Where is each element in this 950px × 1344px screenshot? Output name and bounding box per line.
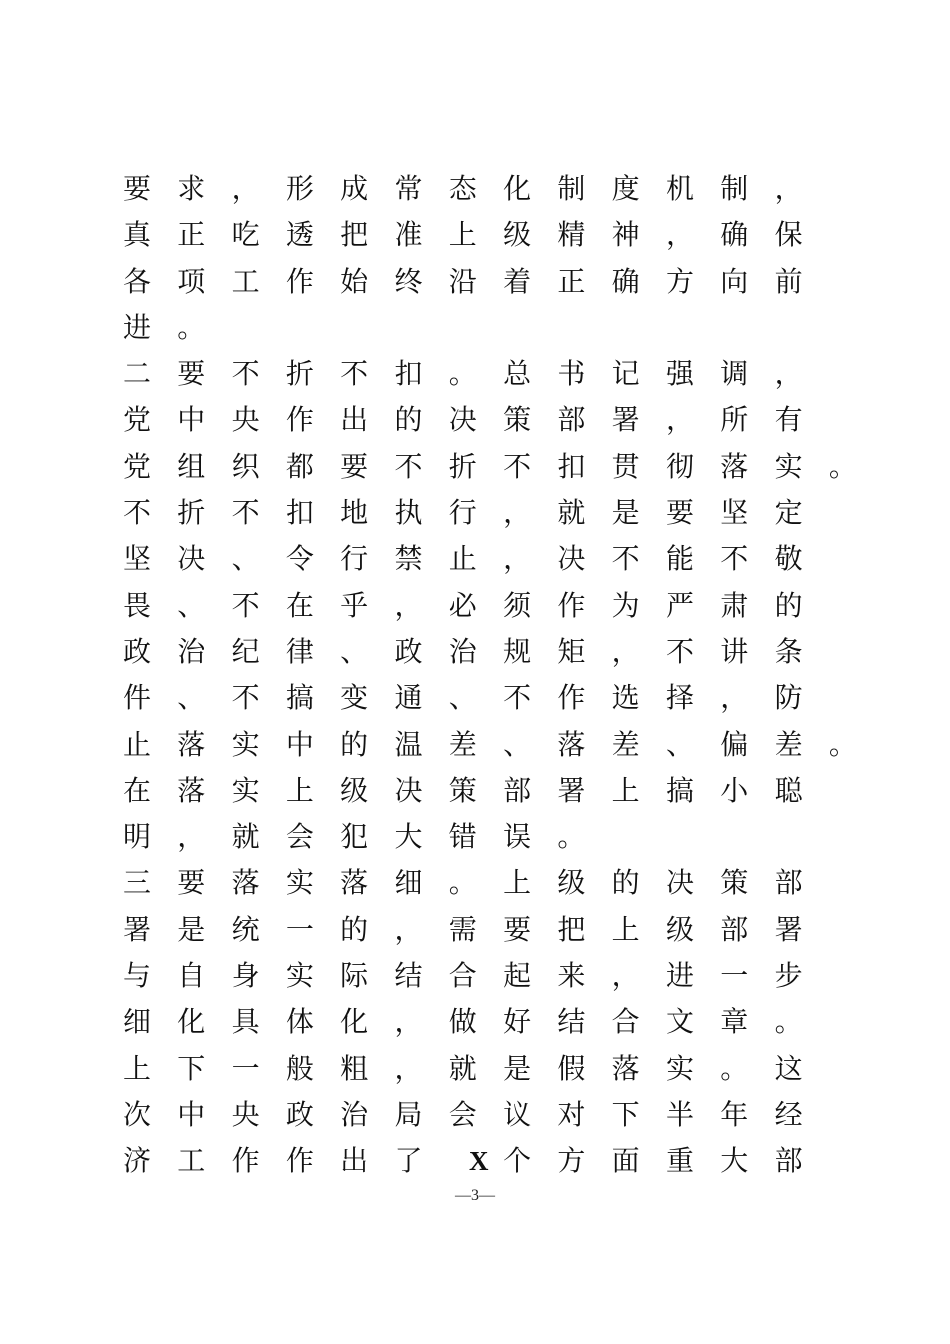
text-char: 误 [503,820,532,854]
text-char: 制 [720,172,749,205]
text-char: 记 [611,357,640,391]
text-line [0,1092,950,1138]
text-char: 假 [557,1051,586,1085]
text-char: 形 [285,172,314,205]
text-char: 半 [665,1097,694,1131]
text-char: ， [394,588,423,622]
text-char: 搞 [665,773,694,807]
text-char: 级 [557,866,586,900]
text-char: 党 [122,403,151,437]
text-char: 治 [448,634,477,668]
text-char: 要 [122,172,151,205]
text-char: 落 [340,866,369,900]
text-char: 局 [394,1097,423,1131]
text-char: 防 [774,681,803,715]
text-char: 实 [285,959,314,993]
text-char: 差 [611,727,640,761]
text-char: 禁 [394,542,423,576]
text-char: 保 [774,218,803,252]
text-char: 化 [340,1005,369,1039]
text-char: 。 [774,1005,803,1039]
text-char: 决 [665,866,694,900]
text-char: 是 [177,912,206,946]
text-char: 好 [503,1005,532,1039]
text-char: 要 [177,357,206,391]
text-char: ， [665,218,694,252]
text-char: 重 [665,1144,694,1178]
text-char: 会 [285,820,314,854]
text-char: 态 [448,172,477,205]
text-line [0,583,950,629]
text-char: 条 [774,634,803,668]
text-char: 结 [394,959,423,993]
text-char: 进 [122,310,151,344]
text-char: 准 [394,218,423,252]
text-char: 化 [503,172,532,205]
text-char: 上 [122,1051,151,1085]
text-char: 通 [394,681,423,715]
text-char: 大 [394,820,423,854]
text-char: 把 [340,218,369,252]
text-char: 真 [122,218,151,252]
text-char: 策 [503,403,532,437]
text-char: 身 [231,959,260,993]
text-char: 细 [122,1005,151,1039]
text-char: 。 [448,866,477,900]
text-char: 议 [503,1097,532,1131]
text-char: 机 [665,172,694,205]
text-char: 般 [285,1051,314,1085]
text-char: 坚 [720,496,749,530]
text-char: 透 [285,218,314,252]
text-char: 署 [122,912,151,946]
text-char: 行 [448,496,477,530]
text-char: 不 [503,681,532,715]
text-char: 出 [340,1144,369,1178]
text-line [0,490,950,536]
text-char: 不 [231,496,260,530]
text-char: 彻 [665,449,694,483]
text-char: 的 [611,866,640,900]
text-char: 。 [828,727,857,761]
text-char: 、 [177,588,206,622]
text-char: 对 [557,1097,586,1131]
text-char: 神 [611,218,640,252]
text-line [0,629,950,675]
text-char: 不 [340,357,369,391]
text-line [0,953,950,999]
text-char: 上 [503,866,532,900]
text-char: 方 [557,1144,586,1178]
text-char: 扣 [394,357,423,391]
text-char: 治 [177,634,206,668]
text-char: 的 [340,727,369,761]
text-char: 确 [611,264,640,298]
text-line [0,999,950,1045]
text-char: ， [503,542,532,576]
text-char: 书 [557,357,586,391]
text-char: 作 [557,681,586,715]
text-char: 下 [611,1097,640,1131]
text-char: 强 [665,357,694,391]
text-line [0,166,950,212]
text-char: 会 [448,1097,477,1131]
text-char: 律 [285,634,314,668]
text-char: 决 [177,542,206,576]
text-char: 出 [340,403,369,437]
text-char: 与 [122,959,151,993]
text-char: 有 [774,403,803,437]
text-char: 三 [122,866,151,900]
text-char: 上 [611,912,640,946]
text-char: 、 [448,681,477,715]
text-char: 起 [503,959,532,993]
text-char: 制 [557,172,586,205]
text-char: 就 [557,496,586,530]
text-char: 吃 [231,218,260,252]
text-char: 择 [665,681,694,715]
text-char: 偏 [720,727,749,761]
text-char: 向 [720,264,749,298]
text-char: 不 [503,449,532,483]
text-char: 。 [557,820,586,854]
text-char: 精 [557,218,586,252]
text-char: 聪 [774,773,803,807]
text-line [0,814,950,860]
text-char: 步 [774,959,803,993]
page-number: —3— [455,1187,495,1204]
text-line [0,768,950,814]
text-char: ， [503,496,532,530]
text-char: 就 [231,820,260,854]
text-char: 政 [285,1097,314,1131]
text-char: 实 [231,773,260,807]
text-line [0,351,950,397]
text-char: 落 [231,866,260,900]
text-char: 实 [665,1051,694,1085]
text-line [0,444,950,490]
text-char: 实 [774,449,803,483]
text-char: 各 [122,264,151,298]
text-char: 经 [774,1097,803,1131]
text-char: 在 [122,773,151,807]
text-char: 署 [611,403,640,437]
text-char: 不 [231,357,260,391]
text-char: 工 [177,1144,206,1178]
text-char: ， [611,634,640,668]
text-char: 组 [177,449,206,483]
text-char: 次 [122,1097,151,1131]
text-char: 要 [503,912,532,946]
text-char: 作 [231,1144,260,1178]
text-char: 落 [177,773,206,807]
text-char: 成 [340,172,369,205]
text-char: 落 [177,727,206,761]
text-char: ， [665,403,694,437]
text-char: ， [394,912,423,946]
text-char: 矩 [557,634,586,668]
text-char: 不 [394,449,423,483]
text-char: 自 [177,959,206,993]
text-char: 不 [720,542,749,576]
text-char: 章 [720,1005,749,1039]
text-char: 上 [285,773,314,807]
text-char: 细 [394,866,423,900]
text-char: 策 [720,866,749,900]
text-char: 度 [611,172,640,205]
text-char: 。 [828,449,857,483]
text-char: 方 [665,264,694,298]
text-char: 确 [720,218,749,252]
text-char: 扣 [285,496,314,530]
text-char: 治 [340,1097,369,1131]
text-char: 温 [394,727,423,761]
text-char: 定 [774,496,803,530]
text-char: 实 [231,727,260,761]
text-char: 正 [557,264,586,298]
text-char: 为 [611,588,640,622]
text-char: 统 [231,912,260,946]
text-char: 部 [774,866,803,900]
text-char: 搞 [285,681,314,715]
text-line [0,397,950,443]
text-line [0,1138,950,1184]
text-char: 作 [285,403,314,437]
text-char: 令 [285,542,314,576]
text-char: 济 [122,1144,151,1178]
text-char: 求 [177,172,206,205]
text-char: 、 [231,542,260,576]
text-char: 止 [448,542,477,576]
text-char: 二 [122,357,151,391]
text-char: 部 [557,403,586,437]
body-text [0,166,950,1185]
text-char: 始 [340,264,369,298]
text-char: 结 [557,1005,586,1039]
text-char: 小 [720,773,749,807]
text-char: 织 [231,449,260,483]
text-char: 差 [774,727,803,761]
text-char: 级 [503,218,532,252]
text-char: 实 [285,866,314,900]
text-char: 正 [177,218,206,252]
text-char: 、 [503,727,532,761]
text-char: 落 [557,727,586,761]
text-char: 在 [285,588,314,622]
text-char: 、 [340,634,369,668]
text-char: 要 [340,449,369,483]
text-char: 落 [720,449,749,483]
text-char: 总 [503,357,532,391]
text-line [0,1046,950,1092]
text-line [0,212,950,258]
text-char: 上 [611,773,640,807]
text-char: 央 [231,1097,260,1131]
text-char: 错 [448,820,477,854]
text-char: 要 [177,866,206,900]
text-char: 中 [177,403,206,437]
text-char: 就 [448,1051,477,1085]
text-char: 下 [177,1051,206,1085]
text-char: 严 [665,588,694,622]
text-char: 须 [503,588,532,622]
text-char: 合 [448,959,477,993]
text-char: 大 [720,1144,749,1178]
text-char: 政 [122,634,151,668]
text-char: 部 [720,912,749,946]
text-char: 落 [611,1051,640,1085]
text-char: 是 [611,496,640,530]
text-char: 决 [557,542,586,576]
text-char: 工 [231,264,260,298]
text-char: 化 [177,1005,206,1039]
text-char: 来 [557,959,586,993]
text-char: 折 [285,357,314,391]
text-char: 部 [774,1144,803,1178]
text-char: 着 [503,264,532,298]
text-char: 的 [774,588,803,622]
text-line [0,722,950,768]
text-char: 需 [448,912,477,946]
text-char: 常 [394,172,423,205]
text-char: 。 [448,357,477,391]
text-char: 必 [448,588,477,622]
text-char: 不 [231,588,260,622]
text-char: 扣 [557,449,586,483]
text-char: 纪 [231,634,260,668]
text-char: 了 [394,1144,423,1178]
text-char: 署 [774,912,803,946]
text-char: 畏 [122,588,151,622]
text-char: 进 [665,959,694,993]
text-char: 、 [665,727,694,761]
text-char: 折 [448,449,477,483]
text-char: 。 [177,310,206,344]
text-char: 际 [340,959,369,993]
text-char: X [469,1146,489,1177]
text-char: 止 [122,727,151,761]
text-char: 把 [557,912,586,946]
text-char: 规 [503,634,532,668]
text-char: 要 [665,496,694,530]
text-char: ， [774,357,803,391]
text-char: 坚 [122,542,151,576]
text-char: 中 [285,727,314,761]
text-char: 中 [177,1097,206,1131]
text-char: 乎 [340,588,369,622]
text-char: 肃 [720,588,749,622]
text-char: 具 [231,1005,260,1039]
text-char: 粗 [340,1051,369,1085]
text-char: 的 [394,403,423,437]
text-char: 项 [177,264,206,298]
text-char: 都 [285,449,314,483]
text-char: 部 [503,773,532,807]
text-char: ， [394,1005,423,1039]
text-char: 署 [557,773,586,807]
text-char: 行 [340,542,369,576]
text-char: 决 [448,403,477,437]
text-char: 不 [231,681,260,715]
text-char: 调 [720,357,749,391]
text-line [0,907,950,953]
text-char: ， [177,820,206,854]
text-char: 不 [665,634,694,668]
text-line [0,536,950,582]
text-char: 一 [720,959,749,993]
text-char: 个 [503,1144,532,1178]
text-char: 体 [285,1005,314,1039]
text-char: 终 [394,264,423,298]
text-char: 合 [611,1005,640,1039]
text-char: 党 [122,449,151,483]
text-char: ， [720,681,749,715]
text-char: 贯 [611,449,640,483]
text-char: 不 [611,542,640,576]
text-char: ， [231,172,260,205]
text-char: 做 [448,1005,477,1039]
text-char: 变 [340,681,369,715]
text-line [0,860,950,906]
text-char: 选 [611,681,640,715]
text-char: 敬 [774,542,803,576]
text-char: 前 [774,264,803,298]
text-char: 作 [285,1144,314,1178]
text-char: 上 [448,218,477,252]
text-char: 犯 [340,820,369,854]
text-char: 。 [720,1051,749,1085]
text-char: 差 [448,727,477,761]
text-char: 作 [557,588,586,622]
text-char: 面 [611,1144,640,1178]
text-char: 这 [774,1051,803,1085]
text-char: 策 [448,773,477,807]
text-char: 文 [665,1005,694,1039]
text-char: 政 [394,634,423,668]
text-char: 地 [340,496,369,530]
text-char: 执 [394,496,423,530]
text-char: 央 [231,403,260,437]
text-line [0,675,950,721]
text-char: ， [611,959,640,993]
text-char: 一 [285,912,314,946]
text-char: 所 [720,403,749,437]
text-char: 决 [394,773,423,807]
text-char: 明 [122,820,151,854]
text-char: 折 [177,496,206,530]
text-char: 讲 [720,634,749,668]
text-char: 一 [231,1051,260,1085]
text-char: ， [394,1051,423,1085]
text-char: 是 [503,1051,532,1085]
text-line [0,305,950,351]
text-char: 的 [340,912,369,946]
text-char: 、 [177,681,206,715]
text-char: 作 [285,264,314,298]
text-char: 年 [720,1097,749,1131]
text-char: 能 [665,542,694,576]
text-char: 件 [122,681,151,715]
text-char: 级 [340,773,369,807]
text-line [0,259,950,305]
text-char: 不 [122,496,151,530]
text-char: 级 [665,912,694,946]
text-char: ， [774,172,803,205]
text-char: 沿 [448,264,477,298]
